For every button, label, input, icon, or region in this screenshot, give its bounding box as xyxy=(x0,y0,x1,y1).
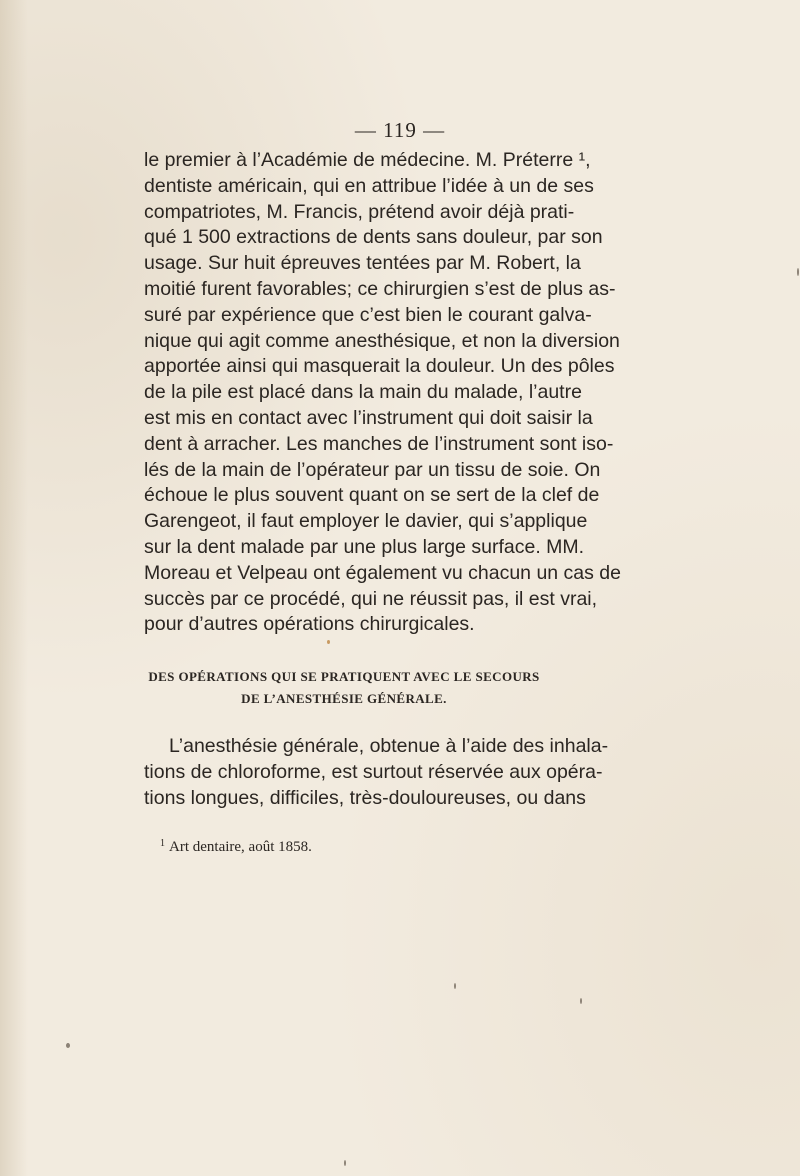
paper-speck xyxy=(797,268,799,276)
section-heading-line: DES OPÉRATIONS QUI SE PRATIQUENT AVEC LE SECOURS xyxy=(148,669,540,684)
footnote-marker: 1 xyxy=(160,838,165,849)
text-line: est mis en contact avec l’instrument qui doit saisir la xyxy=(144,406,593,429)
text-line: Moreau et Velpeau ont également vu chacun un cas de xyxy=(144,561,621,584)
text-line: pour d’autres opérations chirurgicales. xyxy=(144,613,475,636)
section-paragraph xyxy=(144,733,609,811)
main-paragraph xyxy=(144,148,621,638)
section-heading-line: DE L’ANESTHÉSIE GÉNÉRALE. xyxy=(241,691,447,706)
footnote-text: Art dentaire, août 1858. xyxy=(169,839,312,855)
paper-speck xyxy=(344,1160,346,1166)
text-line: dent à arracher. Les manches de l’instrument sont iso- xyxy=(144,432,614,455)
text-line: qué 1 500 extractions de dents sans douleur, par son xyxy=(144,226,603,249)
paper-speck xyxy=(66,1043,70,1048)
section-heading xyxy=(144,666,544,710)
text-line: lés de la main de l’opérateur par un tissu de soie. On xyxy=(144,458,601,481)
footnote xyxy=(160,838,312,856)
text-line: de la pile est placé dans la main du malade, l’autre xyxy=(144,381,582,404)
text-line: apportée ainsi qui masquerait la douleur. Un des pôles xyxy=(144,355,615,378)
paper-speck xyxy=(327,640,330,644)
text-line: tions longues, difficiles, très-douloureuses, ou dans xyxy=(144,787,586,809)
text-line: succès par ce procédé, qui ne réussit pas, il est vrai, xyxy=(144,587,598,610)
text-line: compatriotes, M. Francis, prétend avoir déjà prati- xyxy=(144,200,575,223)
text-line: nique qui agit comme anesthésique, et non la diversion xyxy=(144,329,620,352)
page-number-header: — 119 — xyxy=(354,118,446,142)
paper-speck xyxy=(454,983,456,989)
paper-speck xyxy=(580,998,582,1004)
text-line: échoue le plus souvent quant on se sert de la clef de xyxy=(144,484,600,507)
text-line: usage. Sur huit épreuves tentées par M. Robert, la xyxy=(144,252,581,275)
text-line: dentiste américain, qui en attribue l’idée à un de ses xyxy=(144,174,594,197)
text-line: L’anesthésie générale, obtenue à l’aide des inhala- xyxy=(169,735,609,757)
text-line: tions de chloroforme, est surtout réservée aux opéra- xyxy=(144,761,603,783)
text-line: suré par expérience que c’est bien le courant galva- xyxy=(144,303,592,326)
text-line: le premier à l’Académie de médecine. M. Préterre ¹, xyxy=(144,149,591,171)
text-line: sur la dent malade par une plus large surface. MM. xyxy=(144,535,585,558)
text-line: moitié furent favorables; ce chirurgien s’est de plus as- xyxy=(144,277,616,300)
text-line: Garengeot, il faut employer le davier, qui s’applique xyxy=(144,510,588,533)
